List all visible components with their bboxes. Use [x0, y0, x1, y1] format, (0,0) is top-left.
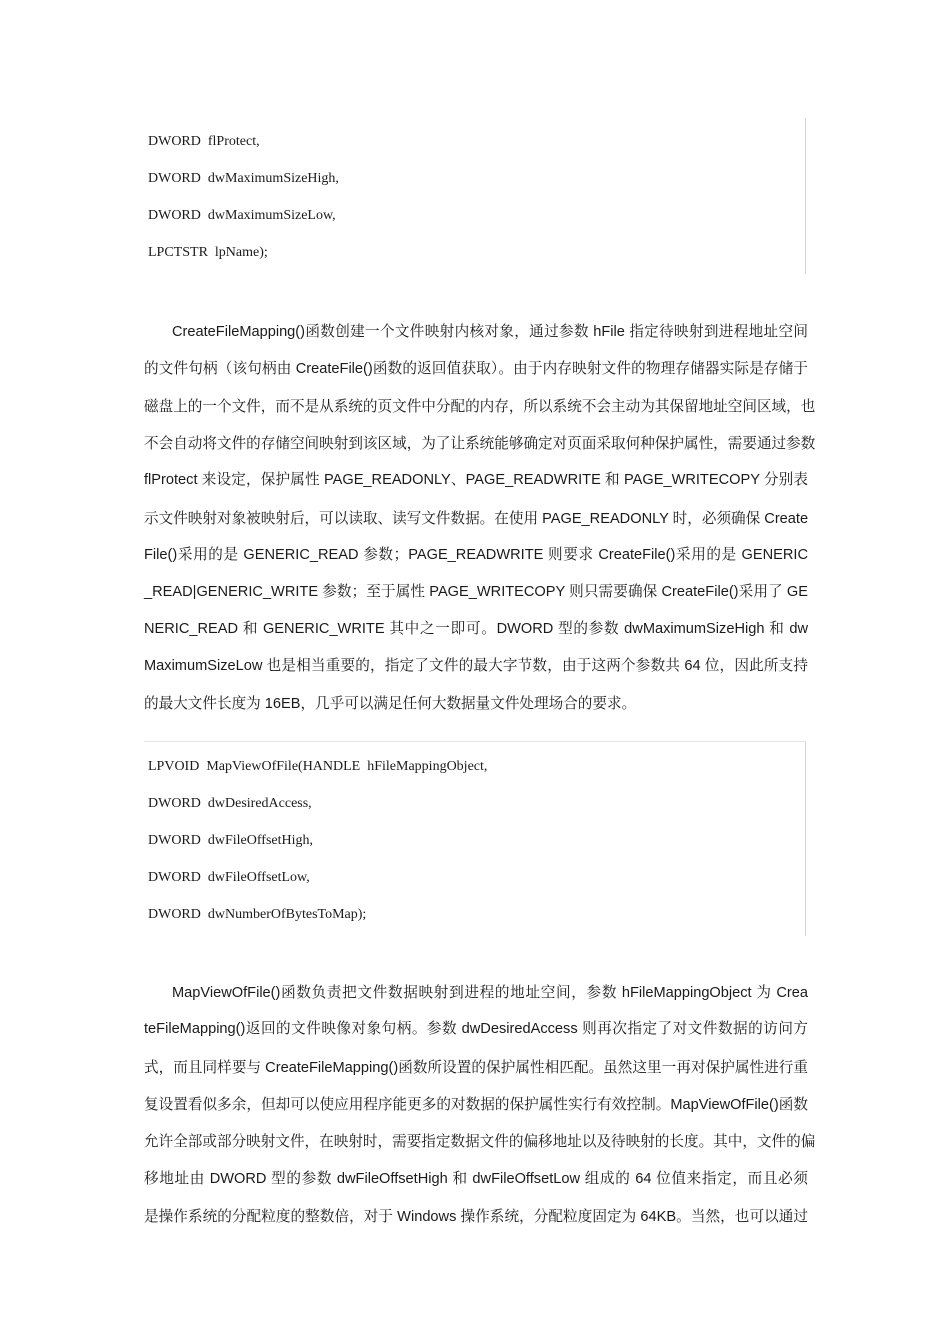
code-block-createfilemapping-params: [144, 118, 806, 274]
paragraph-line: NERIC_READ 和 GENERIC_WRITE 其中之一即可。DWORD 型的参数 dwMaximumSizeHigh 和 dw: [144, 621, 808, 637]
paragraph-line: _READ|GENERIC_WRITE 参数；至于属性 PAGE_WRITECOPY 则只需要确保 CreateFile()采用了 GE: [144, 584, 808, 600]
paragraph-line: 的最大文件长度为 16EB，几乎可以满足任何大数据量文件处理场合的要求。: [144, 696, 637, 712]
code-line: DWORD flProtect,: [148, 134, 260, 149]
paragraph-line: CreateFileMapping()函数创建一个文件映射内核对象，通过参数 hFile 指定待映射到进程地址空间: [172, 324, 808, 340]
paragraph-line: 式，而且同样要与 CreateFileMapping()函数所设置的保护属性相匹配。虽然这里一再对保护属性进行重: [144, 1060, 808, 1076]
paragraph-line: 允许全部或部分映射文件，在映射时，需要指定数据文件的偏移地址以及待映射的长度。其中，文件的偏: [144, 1134, 816, 1150]
paragraph-line: 磁盘上的一个文件，而不是从系统的页文件中分配的内存，所以系统不会主动为其保留地址空间区域，也: [144, 399, 816, 415]
code-block-mapviewoffile-signature: [144, 741, 806, 936]
code-line: DWORD dwFileOffsetHigh,: [148, 833, 314, 848]
paragraph-line: 移地址由 DWORD 型的参数 dwFileOffsetHigh 和 dwFileOffsetLow 组成的 64 位值来指定，而且必须: [144, 1171, 808, 1187]
paragraph-line: MaximumSizeLow 也是相当重要的，指定了文件的最大字节数，由于这两个参数共 64 位，因此所支持: [144, 658, 808, 674]
paragraph-line: flProtect 来设定，保护属性 PAGE_READONLY、PAGE_READWRITE 和 PAGE_WRITECOPY 分别表: [144, 472, 808, 488]
paragraph-line: 示文件映射对象被映射后，可以读取、读写文件数据。在使用 PAGE_READONLY 时，必须确保 Create: [144, 511, 809, 527]
paragraph-line: teFileMapping()返回的文件映像对象句柄。参数 dwDesiredAccess 则再次指定了对文件数据的访问方: [144, 1021, 808, 1037]
code-line: DWORD dwMaximumSizeHigh,: [148, 171, 339, 186]
paragraph-line: 不会自动将文件的存储空间映射到该区域，为了让系统能够确定对页面采取何种保护属性，需要通过参数: [144, 436, 816, 452]
code-line: LPCTSTR lpName);: [148, 245, 268, 260]
code-line: DWORD dwDesiredAccess,: [148, 796, 312, 811]
paragraph-line: File()采用的是 GENERIC_READ 参数；PAGE_READWRITE 则要求 CreateFile()采用的是 GENERIC: [144, 547, 808, 563]
paragraph-line: MapViewOfFile()函数负责把文件数据映射到进程的地址空间，参数 hFileMappingObject 为 Crea: [172, 985, 808, 1001]
code-line: DWORD dwFileOffsetLow,: [148, 870, 310, 885]
paragraph-line: 复设置看似多余，但却可以使应用程序能更多的对数据的保护属性实行有效控制。MapViewOfFile()函数: [144, 1097, 808, 1113]
code-line: DWORD dwNumberOfBytesToMap);: [148, 907, 367, 922]
code-line: LPVOID MapViewOfFile(HANDLE hFileMappingObject,: [148, 759, 488, 774]
paragraph-line: 的文件句柄（该句柄由 CreateFile()函数的返回值获取）。由于内存映射文件的物理存储器实际是存储于: [144, 361, 808, 377]
code-line: DWORD dwMaximumSizeLow,: [148, 208, 336, 223]
paragraph-line: 是操作系统的分配粒度的整数倍，对于 Windows 操作系统，分配粒度固定为 64KB。当然，也可以通过: [144, 1209, 808, 1225]
